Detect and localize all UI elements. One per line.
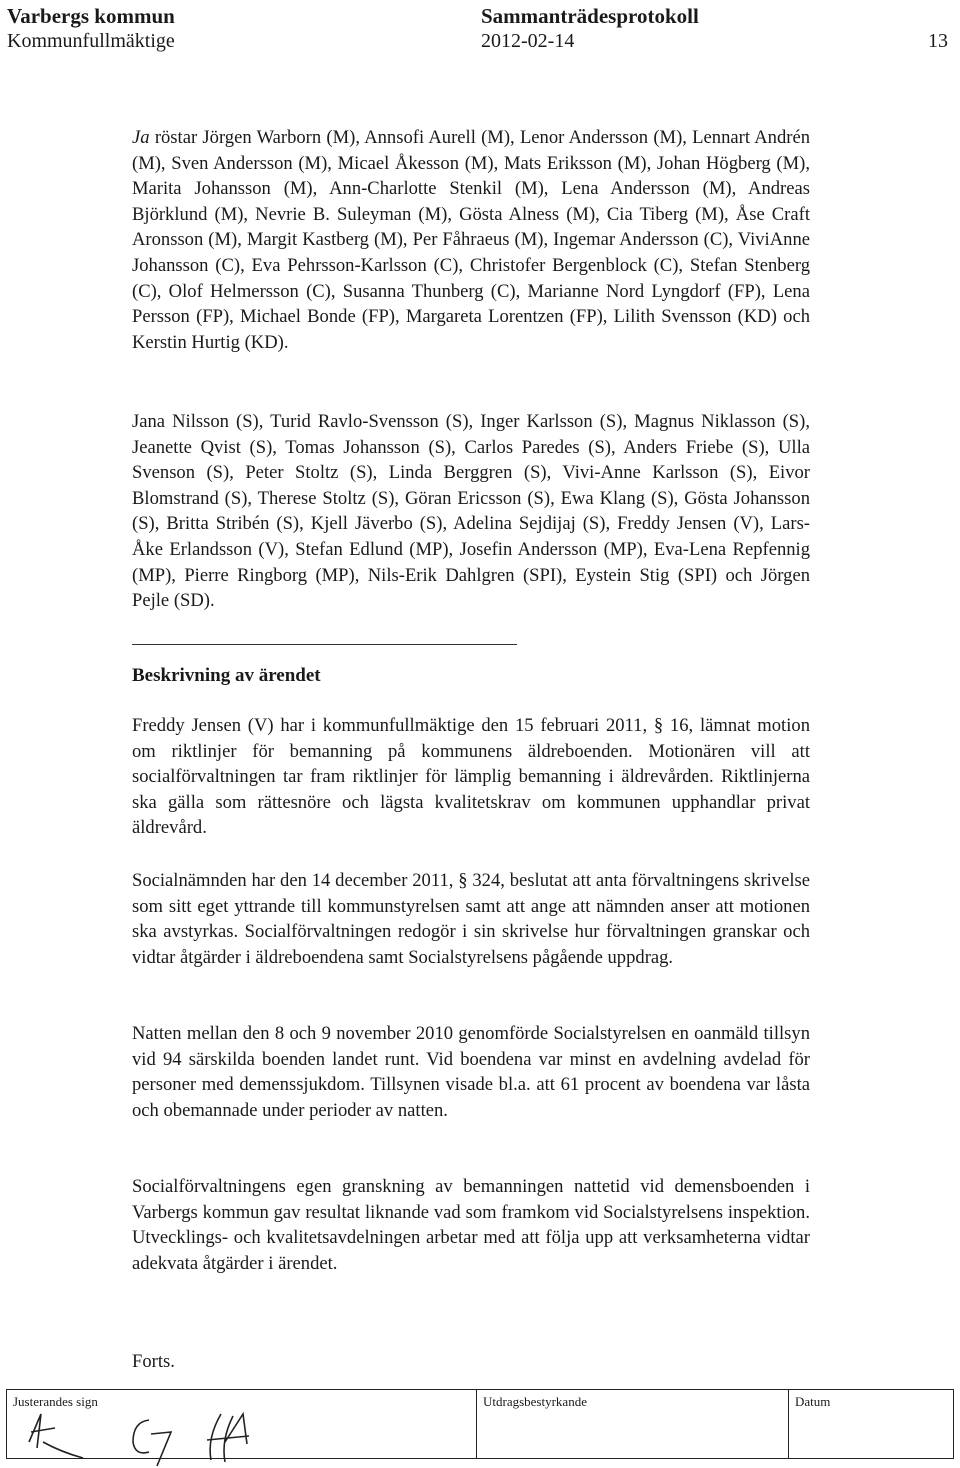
- paragraph-text: Socialnämnden har den 14 december 2011, § 324, beslutat att anta förvaltningens skrivelse som sitt eget yttrande till kommunstyrelsen samt att ange att nämnden anser att motionen ska avstyrkas. Socialförvaltningen redogör i sin skrivelse hur förvaltningen granskar och vidtar åtgärder i äldreboendena samt Socialstyrelsens pågående uppdrag.: [132, 870, 810, 968]
- date-label: Datum: [795, 1394, 831, 1409]
- yes-lead: Ja: [132, 127, 150, 148]
- paragraph-text: Natten mellan den 8 och 9 november 2010 genomförde Socialstyrelsen en oanmäld tillsyn vid 94 särskilda boenden landet runt. Vid boendena var minst en avdelning avdelad för personer med demenssjukdom. Tillsynen visade bl.a. att 61 procent av boendena var låsta och obemannade under perioder av natten.: [132, 1023, 810, 1121]
- description-paragraph-1: [132, 713, 810, 841]
- signature-cell: [7, 1390, 477, 1458]
- paragraph-text: Socialförvaltningens egen granskning av bemanningen nattetid vid demensboenden i Varbergs kommun gav resultat liknande vad som framkom vid Socialstyrelsens inspektion. Utvecklings- och kvalitetsavdelningen arbetar med att följa upp att verksamheterna vidtar adekvata åtgärder i ärendet.: [132, 1176, 810, 1274]
- description-paragraph-2: [132, 868, 810, 970]
- yes-voters-list: röstar Jörgen Warborn (M), Annsofi Aurell (M), Lenor Andersson (M), Lennart Andrén (M), Sven Andersson (M), Micael Åkesson (M), Mats Eriksson (M), Johan Högberg (M), Marita Johansson (M), Ann-Charlotte Stenkil (M), Lena Andersson (M), Andreas Björklund (M), Nevrie B. Suleyman (M), Gösta Alness (M), Cia Tiberg (M), Åse Craft Aronsson (M), Margit Kastberg (M), Per Fåhraeus (M), Ingemar Andersson (C), ViviAnne Johansson (C), Eva Pehrsson-Karlsson (C), Christofer Bergenblock (C), Stefan Stenberg (C), Olof Helmersson (C), Susanna Thunberg (C), Marianne Nord Lyngdorf (FP), Lena Persson (FP), Michael Bonde (FP), Margareta Lorentzen (FP), Lilith Svensson (KD) och Kerstin Hurtig (KD).: [132, 127, 810, 353]
- description-paragraph-3: [132, 1021, 810, 1123]
- description-paragraph-4: [132, 1174, 810, 1276]
- paragraph-text: Freddy Jensen (V) har i kommunfullmäktige den 15 februari 2011, § 16, lämnat motion om riktlinjer för bemanning på kommunens äldreboenden. Motionären vill att socialförvaltningen tar fram riktlinjer för lämplig bemanning i äldrevården. Riktlinjerna ska gälla som rättesnöre och lägsta kvalitetskrav om kommunen upphandlar privat äldrevård.: [132, 715, 810, 839]
- continued-note: Forts.: [132, 1351, 175, 1372]
- description-heading: Beskrivning av ärendet: [132, 665, 321, 686]
- yes-votes-paragraph: [132, 125, 810, 355]
- footer-signature-table: [6, 1389, 954, 1459]
- handwritten-signatures: [21, 1408, 251, 1468]
- no-votes-paragraph: [132, 409, 810, 614]
- no-voters-list: Jana Nilsson (S), Turid Ravlo-Svensson (S), Inger Karlsson (S), Magnus Niklasson (S), Jeanette Qvist (S), Tomas Johansson (S), Carlos Paredes (S), Anders Friebe (S), Ulla Svenson (S), Peter Stoltz (S), Linda Berggren (S), Vivi-Anne Karlsson (S), Eivor Blomstrand (S), Therese Stoltz (S), Göran Ericsson (S), Ewa Klang (S), Gösta Johansson (S), Britta Stribén (S), Kjell Jäverbo (S), Adelina Sejdijaj (S), Freddy Jensen (V), Lars-Åke Erlandsson (V), Stefan Edlund (MP), Josefin Andersson (MP), Eva-Lena Repfennig (MP), Pierre Ringborg (MP), Nils-Erik Dahlgren (SPI), Eystein Stig (SPI) och Jörgen Pejle (SD).: [132, 411, 810, 612]
- municipality-name: Varbergs kommun: [7, 4, 175, 28]
- section-divider: [132, 644, 517, 645]
- page-number: 13: [928, 30, 948, 52]
- date-cell: [789, 1390, 953, 1458]
- certification-label: Utdragsbestyrkande: [483, 1394, 587, 1409]
- council-name: Kommunfullmäktige: [7, 30, 175, 52]
- certification-cell: [477, 1390, 789, 1458]
- meeting-date: 2012-02-14: [481, 30, 575, 52]
- signature-label: Justerandes sign: [13, 1394, 98, 1409]
- document-type: Sammanträdesprotokoll: [481, 4, 699, 28]
